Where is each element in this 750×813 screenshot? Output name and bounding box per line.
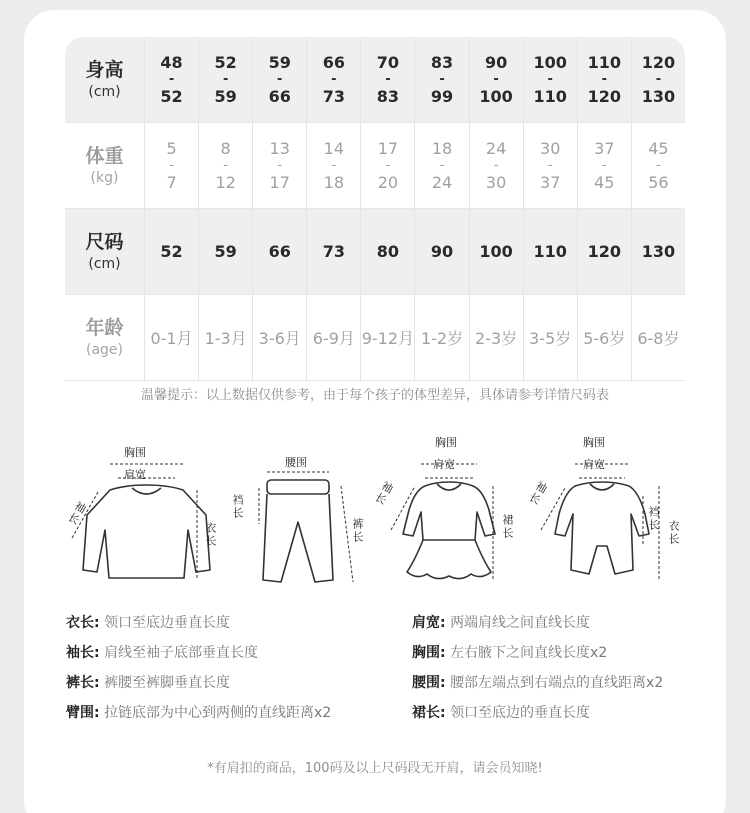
size-unit: (cm): [88, 255, 121, 272]
weight-cell: 13 - 17: [253, 123, 307, 208]
weight-cell: 17 - 20: [361, 123, 415, 208]
height-unit: (cm): [88, 83, 121, 100]
romper-diagram: [525, 430, 695, 590]
age-cell: 0-1月: [145, 295, 199, 380]
weight-cell: 37 - 45: [578, 123, 632, 208]
shoulder-button-note: *有肩扣的商品，100码及以上尺码段无开肩，请会员知晓!: [207, 761, 543, 776]
age-cell: 3-5岁: [524, 295, 578, 380]
top-shoulder-label: 肩宽: [124, 468, 146, 481]
romper-chest-label: 胸围: [583, 436, 605, 449]
weight-cell: 18 - 24: [415, 123, 469, 208]
height-label: 身高: [85, 58, 124, 81]
size-cell: 73: [307, 209, 361, 294]
definition-item: 裙长: 领口至底边的垂直长度: [412, 705, 591, 721]
weight-cell: 24 - 30: [470, 123, 524, 208]
age-cell: 6-9月: [307, 295, 361, 380]
size-cell: 80: [361, 209, 415, 294]
height-cell: 48 - 52: [145, 37, 199, 122]
weight-cell: 45 - 56: [648, 138, 669, 192]
top-length-label: 衣长: [204, 522, 217, 548]
age-cell: 1-3月: [199, 295, 253, 380]
definition-item: 肩宽: 两端肩线之间直线长度: [412, 615, 591, 631]
pants-length-label: 裤长: [351, 518, 364, 544]
reference-tip: 温馨提示：以上数据仅供参考，由于每个孩子的体型差异，具体请参考详情尺码表: [140, 388, 609, 403]
height-cell: 83 - 99: [415, 37, 469, 122]
pants-waist-label: 腰围: [285, 456, 307, 469]
size-cell: 130: [641, 242, 676, 261]
pants-rise-label: 裆长: [231, 494, 244, 520]
size-cell: 59: [199, 209, 253, 294]
height-header: [65, 37, 145, 122]
romper-outline-icon: [525, 430, 695, 590]
romper-rise-label: 裆长: [647, 506, 660, 532]
dress-diagram: [371, 430, 525, 590]
age-cell: 1-2岁: [415, 295, 469, 380]
top-sleeve-label: 袖长: [64, 498, 89, 528]
age-cell: 5-6岁: [578, 295, 632, 380]
dress-shoulder-label: 肩宽: [433, 458, 455, 471]
age-header: [65, 295, 145, 380]
height-cell: 66 - 73: [307, 37, 361, 122]
top-chest-label: 胸围: [124, 446, 146, 459]
age-label: 年龄: [85, 316, 124, 339]
weight-header: [65, 123, 145, 208]
definition-item: 腰围: 腰部左端点到右端点的直线距离x2: [412, 675, 664, 691]
age-cell: 2-3岁: [470, 295, 524, 380]
age-cell: 9-12月: [361, 295, 415, 380]
definition-item: 胸围: 左右腋下之间直线长度x2: [412, 645, 608, 661]
definition-item: 裤长: 裤腰至裤脚垂直长度: [66, 675, 231, 691]
weight-cell: 14 - 18: [307, 123, 361, 208]
height-cell: 110 - 120: [578, 37, 632, 122]
size-header: [65, 209, 145, 294]
pants-diagram: [225, 450, 375, 590]
height-row: [65, 37, 685, 123]
height-cell: 100 - 110: [524, 37, 578, 122]
definition-item: 臂围: 拉链底部为中心到两侧的直线距离x2: [66, 705, 332, 721]
height-cell: 90 - 100: [470, 37, 524, 122]
dress-outline-icon: [375, 430, 525, 590]
height-cell: 120 - 130: [641, 52, 676, 106]
height-cell: 59 - 66: [253, 37, 307, 122]
weight-row: [65, 123, 685, 209]
size-cell: 90: [415, 209, 469, 294]
top-diagram: [60, 430, 230, 590]
weight-cell: 5 - 7: [145, 123, 199, 208]
dress-chest-label: 胸围: [435, 436, 457, 449]
weight-label: 体重: [85, 144, 124, 167]
dress-length-label: 裙长: [501, 514, 514, 540]
weight-cell: 30 - 37: [524, 123, 578, 208]
height-cell: 52 - 59: [199, 37, 253, 122]
romper-length-label: 衣长: [667, 520, 680, 546]
definition-item: 衣长: 领口至底边垂直长度: [66, 615, 231, 631]
size-cell: 52: [145, 209, 199, 294]
dress-sleeve-label: 袖长: [371, 478, 396, 508]
age-row: [65, 295, 685, 381]
size-label: 尺码: [85, 230, 124, 253]
age-cell: 3-6月: [253, 295, 307, 380]
size-table: [65, 37, 685, 381]
size-cell: 120: [578, 209, 632, 294]
age-cell: 6-8岁: [637, 329, 680, 348]
romper-sleeve-label: 袖长: [525, 478, 550, 508]
age-unit: (age): [85, 341, 123, 358]
height-cell: 70 - 83: [361, 37, 415, 122]
size-row: [65, 209, 685, 295]
weight-unit: (kg): [90, 169, 119, 186]
definition-item: 袖长: 肩线至袖子底部垂直长度: [66, 645, 259, 661]
size-cell: 110: [524, 209, 578, 294]
size-cell: 66: [253, 209, 307, 294]
size-cell: 100: [470, 209, 524, 294]
weight-cell: 8 - 12: [199, 123, 253, 208]
romper-shoulder-label: 肩宽: [583, 458, 605, 471]
